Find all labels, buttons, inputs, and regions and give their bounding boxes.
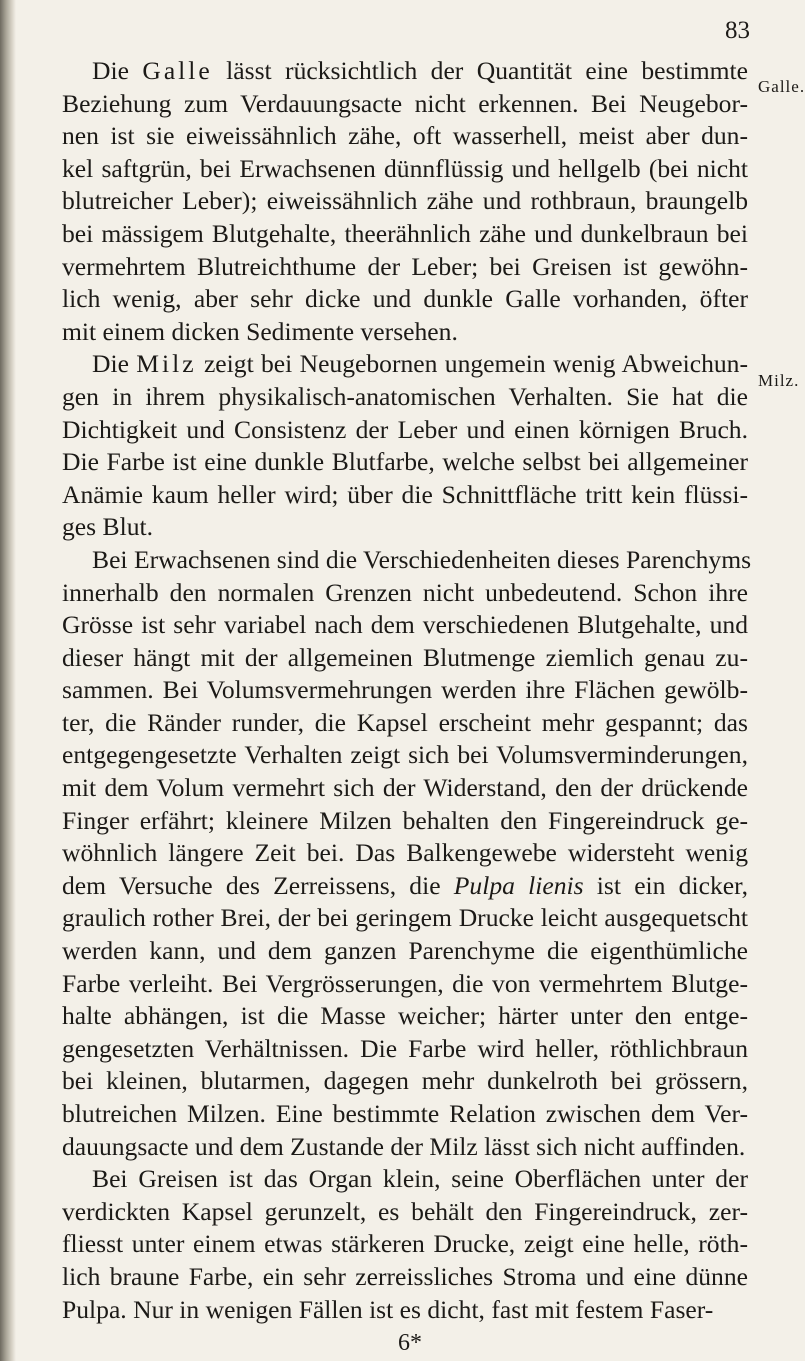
text-run: nen ist sie eiweissähnlich zähe, oft wasserhell, meist aber dun- xyxy=(62,121,748,151)
text-line xyxy=(62,316,748,349)
text-run: gengesetzten Verhältnissen. Die Farbe wird heller, röthlichbraun xyxy=(62,1033,748,1063)
text-line xyxy=(62,772,748,805)
text-run: Anämie kaum heller wird; über die Schnittfläche tritt kein flüssi- xyxy=(62,479,748,509)
text-line xyxy=(62,1098,748,1131)
text-line xyxy=(62,479,748,512)
text-line xyxy=(62,935,748,968)
text-line xyxy=(62,120,748,153)
paragraph xyxy=(62,55,748,348)
text-line xyxy=(62,609,748,642)
text-line xyxy=(62,185,748,218)
text-line xyxy=(62,414,748,447)
text-run: verdickten Kapsel gerunzelt, es behält den Fingereindruck, zer- xyxy=(62,1196,748,1226)
text-run: Grösse ist sehr variabel nach dem verschiedenen Blutgehalte, und xyxy=(62,610,748,640)
text-run: Bei Erwachsenen sind die Verschiedenheiten dieses Parenchyms xyxy=(92,544,752,574)
text-line xyxy=(62,902,748,935)
text-run: blutreichen Milzen. Eine bestimmte Relation zwischen dem Ver- xyxy=(62,1099,748,1128)
text-line xyxy=(62,1131,748,1164)
text-run: lich braune Farbe, ein sehr zerreissliches Stroma und eine dünne xyxy=(62,1261,748,1291)
paragraph xyxy=(62,1163,748,1326)
spaced-term: Galle xyxy=(142,56,213,85)
text-run: Bei Greisen ist das Organ klein, seine Oberflächen unter der xyxy=(92,1164,748,1194)
spaced-term: Milz xyxy=(136,349,197,379)
text-run: dieser hängt mit der allgemeinen Blutmenge ziemlich genau zu- xyxy=(62,642,748,672)
text-run: graulich rother Brei, der bei geringem Drucke leicht ausgequetscht xyxy=(62,903,748,933)
text-line xyxy=(62,348,748,381)
binding-gutter-shadow xyxy=(0,0,16,1361)
text-line xyxy=(62,1033,748,1066)
text-run: Finger erfährt; kleinere Milzen behalten den Fingereindruck ge- xyxy=(62,805,748,835)
text-line xyxy=(62,218,748,251)
text-line xyxy=(62,674,748,707)
text-run: Farbe verleiht. Bei Vergrösserungen, die von vermehrtem Blutge- xyxy=(62,968,748,998)
text-line xyxy=(62,707,748,740)
text-run: mit einem dicken Sedimente versehen. xyxy=(62,316,458,346)
text-line xyxy=(62,88,748,121)
text-line xyxy=(62,55,748,88)
text-run: Die xyxy=(92,56,143,85)
margin-note-galle: Galle. xyxy=(758,77,805,96)
text-run: lässt rücksichtlich der Quantität eine bestimmte xyxy=(212,56,748,85)
text-run: Die Farbe ist eine dunkle Blutfarbe, welche selbst bei allgemeiner xyxy=(62,447,748,477)
body-text xyxy=(62,55,752,1326)
text-run: zeigt bei Neugebornen ungemein wenig Abweichun- xyxy=(196,349,748,379)
text-run: kel saftgrün, bei Erwachsenen dünnflüssig und hellgelb (bei nicht xyxy=(62,153,748,183)
text-line xyxy=(62,837,748,870)
text-line xyxy=(62,1000,748,1033)
text-line xyxy=(62,1261,748,1294)
text-run: Pulpa. Nur in wenigen Fällen ist es dicht, fast mit festem Faser- xyxy=(62,1294,714,1324)
text-line xyxy=(62,1065,748,1098)
text-line xyxy=(62,739,748,772)
paragraph xyxy=(62,348,748,544)
text-run: Die xyxy=(92,349,137,379)
text-line xyxy=(62,577,748,610)
text-run: halte abhängen, ist die Masse weicher; härter unter den entge- xyxy=(62,1001,748,1031)
text-line xyxy=(62,642,748,675)
text-run: dem Versuche des Zerreissens, die xyxy=(62,870,454,900)
text-run: ter, die Ränder runder, die Kapsel erscheint mehr gespannt; das xyxy=(62,707,748,737)
text-run: innerhalb den normalen Grenzen nicht unbedeutend. Schon ihre xyxy=(62,577,748,607)
text-line xyxy=(62,870,748,903)
text-run: blutreicher Leber); eiweissähnlich zähe und rothbraun, braungelb xyxy=(62,186,748,216)
text-line xyxy=(62,381,748,414)
text-run: lich wenig, aber sehr dicke und dunkle Galle vorhanden, öfter xyxy=(62,284,748,314)
text-run: vermehrtem Blutreichthume der Leber; bei Greisen ist gewöhn- xyxy=(62,251,748,281)
text-run: gen in ihrem physikalisch-anatomischen Verhalten. Sie hat die xyxy=(62,381,748,411)
text-run: Dichtigkeit und Consistenz der Leber und einen körnigen Bruch. xyxy=(62,414,748,444)
text-run: ist ein dicker, xyxy=(583,870,748,900)
text-run: bei kleinen, blutarmen, dagegen mehr dunkelroth bei grössern, xyxy=(62,1066,748,1096)
text-run: Beziehung zum Verdauungsacte nicht erkennen. Bei Neugebor- xyxy=(62,88,748,118)
text-line xyxy=(62,805,748,838)
text-line xyxy=(62,446,748,479)
italic-term: Pulpa lienis xyxy=(453,870,584,900)
text-run: sammen. Bei Volumsvermehrungen werden ihre Flächen gewölb- xyxy=(62,675,748,705)
text-line xyxy=(62,283,748,316)
text-line xyxy=(62,544,752,577)
page-number: 83 xyxy=(725,17,750,44)
text-run: werden kann, und dem ganzen Parenchyme die eigenthümliche xyxy=(62,936,748,966)
signature-mark: 6* xyxy=(398,1330,422,1356)
text-run: dauungsacte und dem Zustande der Milz lässt sich nicht auffinden. xyxy=(62,1131,746,1161)
text-line xyxy=(62,1196,748,1229)
text-line xyxy=(62,968,748,1001)
text-line xyxy=(62,1163,748,1196)
text-run: wöhnlich längere Zeit bei. Das Balkengewebe widersteht wenig xyxy=(62,838,748,868)
text-run: mit dem Volum vermehrt sich der Widerstand, den der drückende xyxy=(62,773,748,803)
text-run: ges Blut. xyxy=(62,512,154,542)
paragraph xyxy=(62,544,752,1163)
text-line xyxy=(62,1294,748,1327)
text-line xyxy=(62,153,748,186)
text-line xyxy=(62,511,748,544)
margin-note-milz: Milz. xyxy=(758,371,800,390)
text-line xyxy=(62,251,748,284)
text-line xyxy=(62,1228,748,1261)
text-run: fliesst unter einem etwas stärkeren Drucke, zeigt eine helle, röth- xyxy=(62,1229,748,1259)
text-run: bei mässigem Blutgehalte, theerähnlich zähe und dunkelbraun bei xyxy=(62,218,748,248)
text-run: entgegengesetzte Verhalten zeigt sich bei Volumsverminderungen, xyxy=(62,740,748,770)
